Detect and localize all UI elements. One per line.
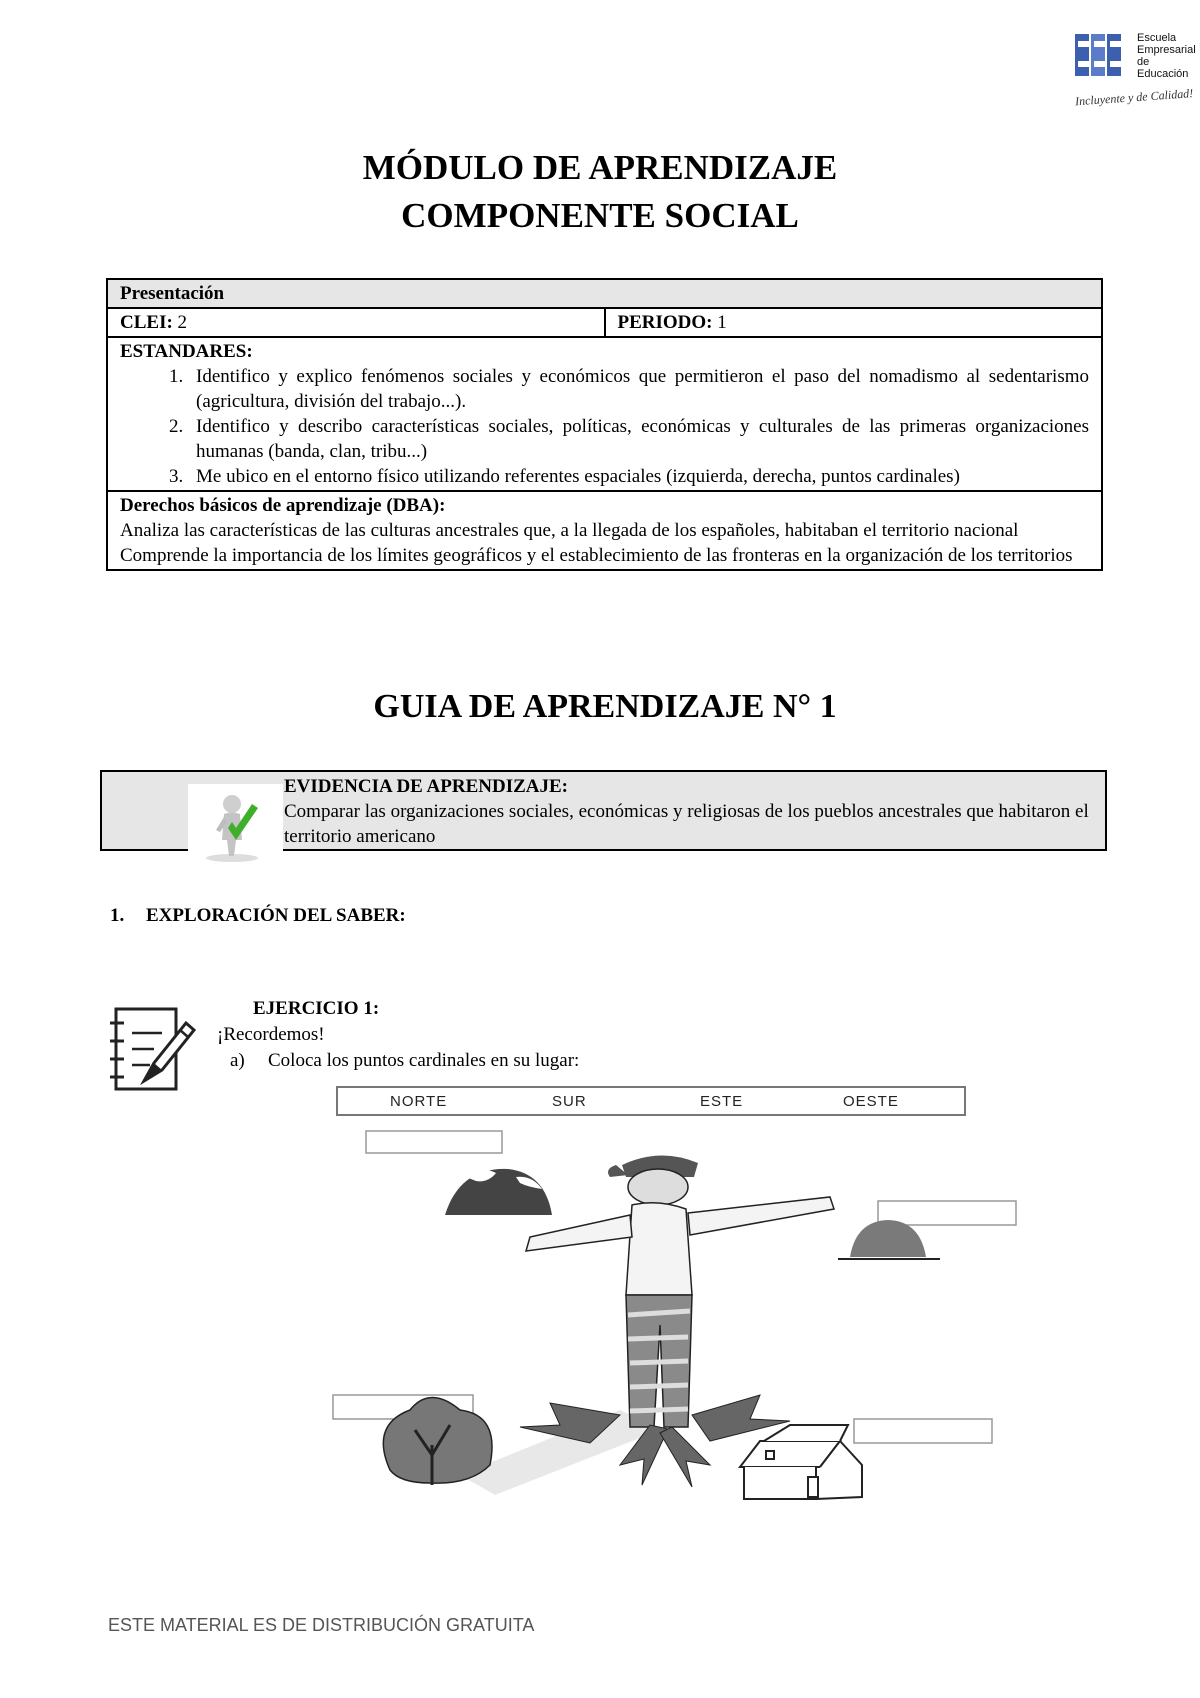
section-number: 1. (110, 905, 125, 926)
school-slogan: Incluyente y de Calidad! (1074, 86, 1194, 109)
exercise-task (230, 1050, 579, 1072)
section-title: EXPLORACIÓN DEL SABER: (146, 905, 406, 926)
answer-box-top-left[interactable] (366, 1131, 502, 1153)
module-title: MÓDULO DE APRENDIZAJE (362, 148, 838, 187)
guide-title: GUIA DE APRENDIZAJE N° 1 (373, 688, 837, 725)
evidence-text: Comparar las organizaciones sociales, económicas y religiosas de los pueblos ancestrales que habitaron el territorio americano (284, 801, 1089, 847)
standard-item: 3. Me ubico en el entorno físico utilizando referentes espaciales (izquierda, derecha, puntos cardinales) (188, 464, 1089, 489)
school-logo-name: Escuela Empresarial de Educación (1137, 32, 1196, 80)
notepad-pencil-icon (108, 1003, 198, 1095)
dba-cell (107, 491, 1102, 570)
clei-value: 2 (177, 312, 188, 333)
standard-item: 2. Identifico y describo características sociales, políticas, económicas y culturales de las primeras organizaciones humanas (banda, clan, tribu...) (188, 414, 1089, 464)
section-heading (110, 905, 406, 927)
standards-cell (107, 337, 1102, 491)
answer-box-right[interactable] (878, 1201, 1016, 1225)
answer-box-bottom-right[interactable] (854, 1419, 992, 1443)
presentation-header: Presentación (107, 279, 1102, 308)
word-norte: NORTE (390, 1093, 448, 1110)
person-figure (526, 1155, 834, 1427)
word-bank (336, 1086, 966, 1116)
cardinal-points-illustration (320, 1125, 1020, 1525)
word-oeste: OESTE (843, 1093, 899, 1110)
evidence-label: EVIDENCIA DE APRENDIZAJE: (284, 776, 568, 797)
evidence-text-block (284, 774, 1093, 849)
dba-item: Comprende la importancia de los límites geográficos y el establecimiento de las fronteras en la organización de los territorios (120, 545, 1073, 566)
periodo-label: PERIODO: (617, 312, 713, 333)
task-label: a) (230, 1050, 245, 1071)
word-sur: SUR (552, 1093, 587, 1110)
mountain-icon (445, 1169, 552, 1215)
dba-item: Analiza las características de las culturas ancestrales que, a la llegada de los españoles, habitaban el territorio nacional (120, 520, 1019, 541)
periodo-cell (605, 308, 1103, 337)
dba-label: Derechos básicos de aprendizaje (DBA): (120, 495, 446, 516)
standard-item: 1. Identifico y explico fenómenos sociales y económicos que permitieron el paso del nomadismo al sedentarismo (agricultura, división del trabajo...). (188, 364, 1089, 414)
house-icon (740, 1425, 862, 1499)
clei-label: CLEI: (120, 312, 173, 333)
exercise-title: EJERCICIO 1: (253, 998, 380, 1019)
footer-note: ESTE MATERIAL ES DE DISTRIBUCIÓN GRATUITA (108, 1615, 535, 1635)
presentation-table (106, 278, 1103, 571)
evidence-box (100, 770, 1107, 851)
task-text: Coloca los puntos cardinales en su lugar: (268, 1050, 580, 1071)
checkmark-person-icon (188, 784, 283, 864)
school-logo (1075, 28, 1200, 108)
sun-icon (838, 1220, 940, 1259)
word-este: ESTE (700, 1093, 744, 1110)
exercise-recall: ¡Recordemos! (217, 1024, 325, 1045)
clei-cell (107, 308, 605, 337)
periodo-value: 1 (717, 312, 727, 333)
school-logo-mark (1075, 32, 1135, 78)
standards-label: ESTANDARES: (120, 341, 253, 362)
component-title: COMPONENTE SOCIAL (401, 196, 799, 235)
standards-list (120, 364, 1089, 489)
